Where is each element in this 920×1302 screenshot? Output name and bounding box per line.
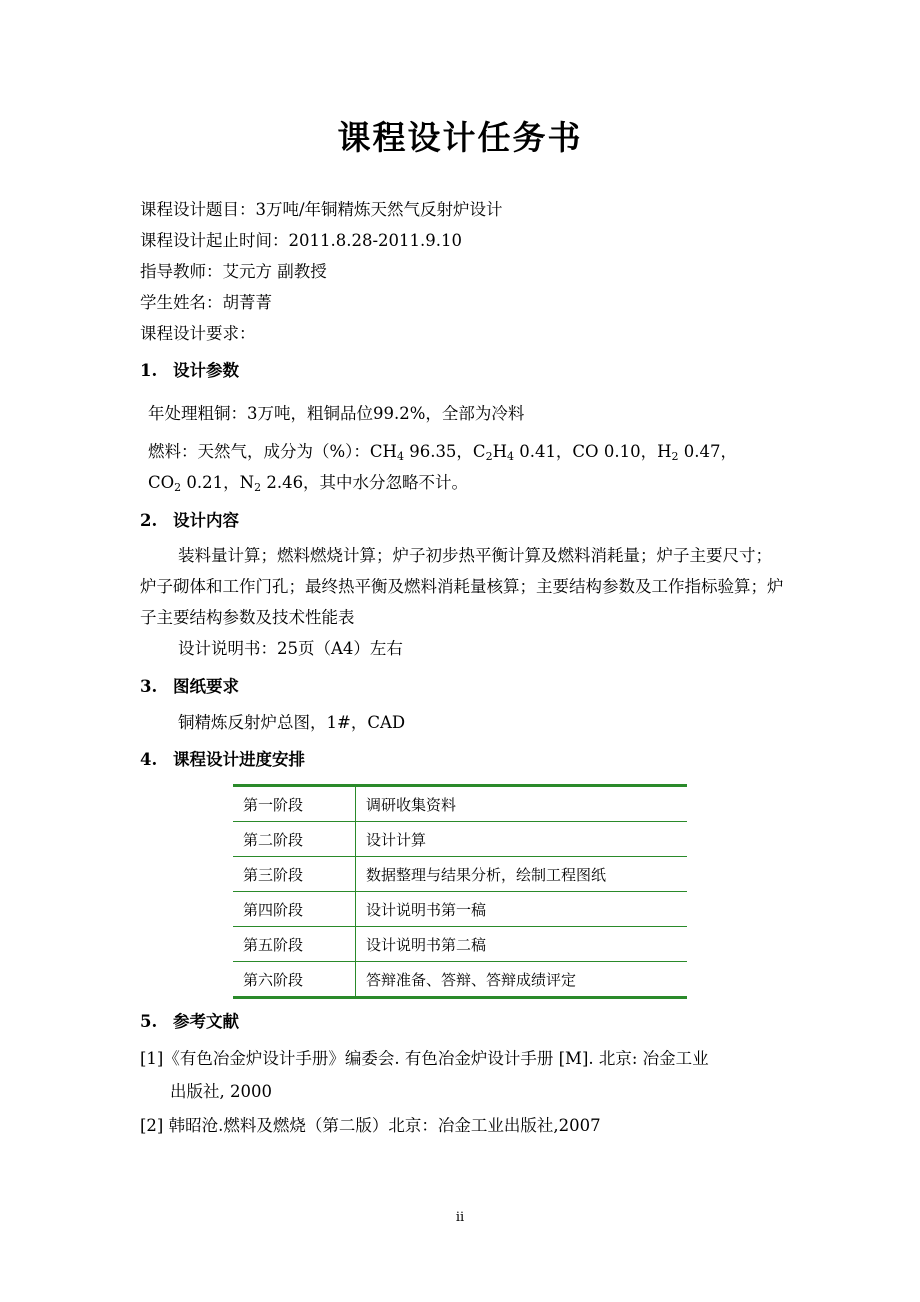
section-4-heading bbox=[140, 749, 305, 771]
page-number: ii bbox=[455, 1210, 465, 1225]
info-topic: 课程设计题目：3万吨/年铜精炼天然气反射炉设计 bbox=[140, 200, 503, 219]
info-period: 课程设计起止时间：2011.8.28-2011.9.10 bbox=[140, 231, 463, 250]
design-manual-requirement: 设计说明书：25页（A4）左右 bbox=[178, 639, 403, 658]
section-number: 3. bbox=[140, 677, 158, 696]
reference-1-line-1: [1]《有色冶金炉设计手册》编委会. 有色冶金炉设计手册 [M]. 北京: 冶金工业 bbox=[140, 1049, 709, 1068]
stage-cell: 第三阶段 bbox=[233, 857, 356, 892]
subscript: 2 bbox=[671, 450, 679, 463]
subscript: 2 bbox=[485, 450, 493, 463]
section-1-heading bbox=[140, 360, 239, 382]
param-fuel-composition bbox=[148, 441, 737, 463]
subscript: 4 bbox=[396, 450, 404, 463]
reference-1-line-2: 出版社, 2000 bbox=[170, 1082, 272, 1101]
subscript: 2 bbox=[174, 481, 182, 494]
section-number: 2. bbox=[140, 511, 158, 530]
document-title: 课程设计任务书 bbox=[337, 118, 583, 157]
section-number: 4. bbox=[140, 750, 158, 769]
stage-cell: 第六阶段 bbox=[233, 962, 356, 998]
task-cell: 答辩准备、答辩、答辩成绩评定 bbox=[366, 970, 577, 989]
table-row bbox=[233, 927, 687, 962]
section-2-heading bbox=[140, 510, 239, 532]
fuel-text: 0.41，CO 0.10，H bbox=[513, 442, 672, 461]
fuel-text: 0.21，N bbox=[181, 473, 255, 492]
section-3-heading bbox=[140, 676, 239, 698]
fuel-text: 2.46，其中水分忽略不计。 bbox=[261, 473, 469, 492]
fuel-text: 燃料：天然气，成分为（%）：CH bbox=[148, 442, 397, 461]
section-title: 设计参数 bbox=[173, 361, 239, 380]
stage-cell: 第一阶段 bbox=[233, 786, 356, 822]
section-5-heading bbox=[140, 1011, 239, 1033]
table-row bbox=[233, 857, 687, 892]
task-cell: 调研收集资料 bbox=[356, 786, 688, 822]
section-number: 1. bbox=[140, 361, 158, 380]
stage-cell: 第二阶段 bbox=[233, 822, 356, 857]
param-annual-throughput: 年处理粗铜：3万吨，粗铜品位99.2%，全部为冷料 bbox=[148, 404, 525, 423]
info-teacher: 指导教师：艾元方 副教授 bbox=[140, 262, 327, 281]
stage-cell: 第五阶段 bbox=[233, 927, 356, 962]
table-row bbox=[233, 892, 687, 927]
section-title: 设计内容 bbox=[173, 511, 239, 530]
reference-2: [2] 韩昭沧.燃料及燃烧（第二版）北京：冶金工业出版社,2007 bbox=[140, 1116, 601, 1135]
drawing-requirement: 铜精炼反射炉总图，1#，CAD bbox=[178, 713, 406, 732]
table-row bbox=[233, 962, 687, 998]
subscript: 2 bbox=[254, 481, 262, 494]
task-cell: 数据整理与结果分析，绘制工程图纸 bbox=[356, 857, 688, 892]
subscript: 4 bbox=[506, 450, 514, 463]
table-row bbox=[233, 822, 687, 857]
info-requirements: 课程设计要求： bbox=[140, 324, 256, 343]
info-student: 学生姓名：胡菁菁 bbox=[140, 293, 272, 312]
stage-cell: 第四阶段 bbox=[233, 892, 356, 927]
table-row bbox=[233, 786, 687, 822]
fuel-text: 96.35，C bbox=[403, 442, 486, 461]
task-cell: 设计计算 bbox=[356, 822, 688, 857]
fuel-text: H bbox=[492, 442, 507, 461]
schedule-table bbox=[233, 784, 687, 999]
fuel-text: CO bbox=[148, 473, 175, 492]
task-cell: 设计说明书第二稿 bbox=[356, 927, 688, 962]
param-fuel-composition-cont bbox=[148, 472, 468, 494]
section-number: 5. bbox=[140, 1012, 158, 1031]
section-title: 课程设计进度安排 bbox=[173, 750, 305, 769]
task-cell: 设计说明书第一稿 bbox=[356, 892, 688, 927]
fuel-text: 0.47， bbox=[678, 442, 737, 461]
section-title: 参考文献 bbox=[173, 1012, 239, 1031]
design-content-paragraph: 装料量计算；燃料燃烧计算；炉子初步热平衡计算及燃料消耗量；炉子主要尺寸；炉子砌体和工作门孔；最终热平衡及燃料消耗量核算；主要结构参数及工作指标验算；炉子主要结构参数及技术性能表 bbox=[140, 546, 784, 627]
section-title: 图纸要求 bbox=[173, 677, 239, 696]
